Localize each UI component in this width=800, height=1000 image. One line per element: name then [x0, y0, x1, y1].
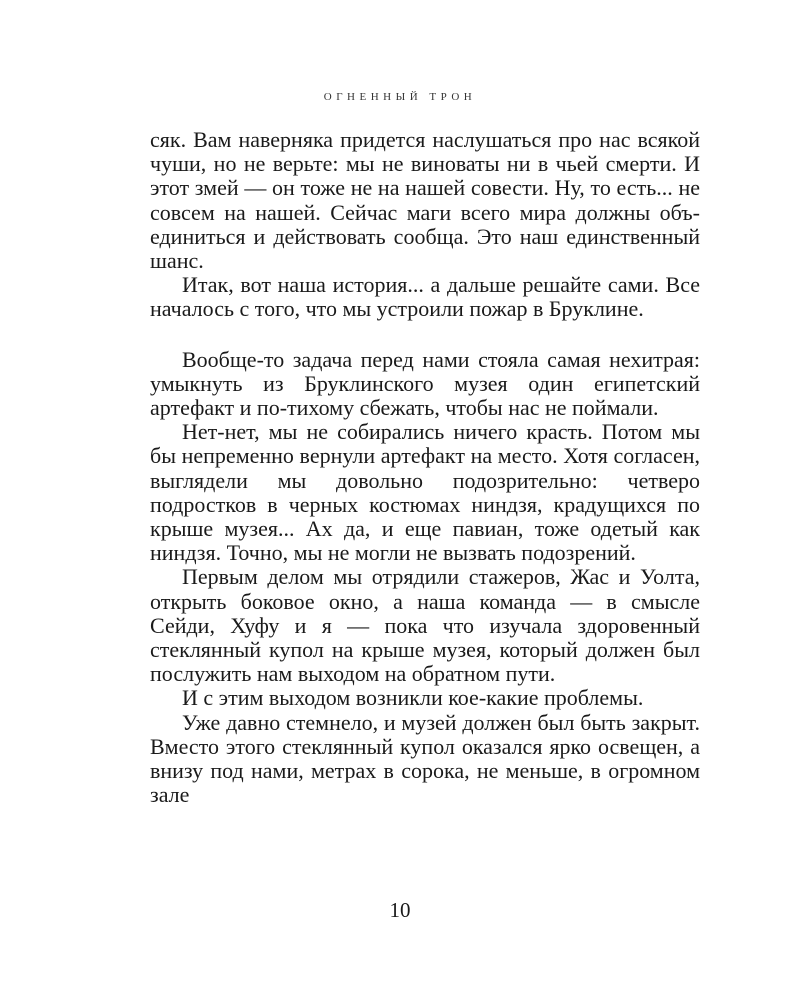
paragraph-7: Уже давно стемнело, и музей должен был быть закрыт. Вместо этого стеклянный купол оказался ярко освещен, а внизу под нами, метрах в сорока, не меньше, в огромном зале — [150, 709, 700, 808]
paragraph-6: И с этим выходом возникли кое-какие проблемы. — [182, 685, 644, 711]
running-head-title: ОГНЕННЫЙ ТРОН — [323, 91, 477, 103]
page-number: 10 — [389, 898, 411, 922]
paragraph-5: Первым делом мы отрядили стажеров, Жас и Уолта, открыть боковое окно, а наша команда — в смысле Сейди, Хуфу и я — пока что изучала здоровенный стеклянный купол на крыше музея, который должен был послужить нам выходом на обратном пути. — [150, 564, 700, 687]
paragraph-3: Вообще-то задача перед нами стояла самая нехитрая: умыкнуть из Бруклинского музея один египетский артефакт и по-тихому сбежать, чтобы нас не поймали. — [150, 346, 700, 421]
paragraph-2: Итак, вот наша история... а дальше решайте сами. Все началось с того, что мы устроили пожар в Бруклине. — [150, 272, 700, 322]
paragraph-4: Нет-нет, мы не собирались ничего красть. Потом мы бы непременно вернули артефакт на место. Хотя согласен, выглядели мы довольно подозрительно: четверо подростков в черных костюмах ниндзя, крадущихся по крыше музея... Ах да, и еще павиан, тоже одетый как ниндзя. Точно, мы не могли не вызвать подозрений. — [150, 419, 700, 566]
body-text — [150, 128, 700, 807]
paragraph-1: сяк. Вам наверняка придется наслушаться про нас всякой чуши, но не верьте: мы не виноваты ни в чьей смерти. И этот змей — он тоже не на нашей совести. Ну, то есть... не совсем на нашей. Сейчас маги всего мира должны объединиться и действовать сообща. Это наш единственный шанс. — [150, 127, 700, 274]
